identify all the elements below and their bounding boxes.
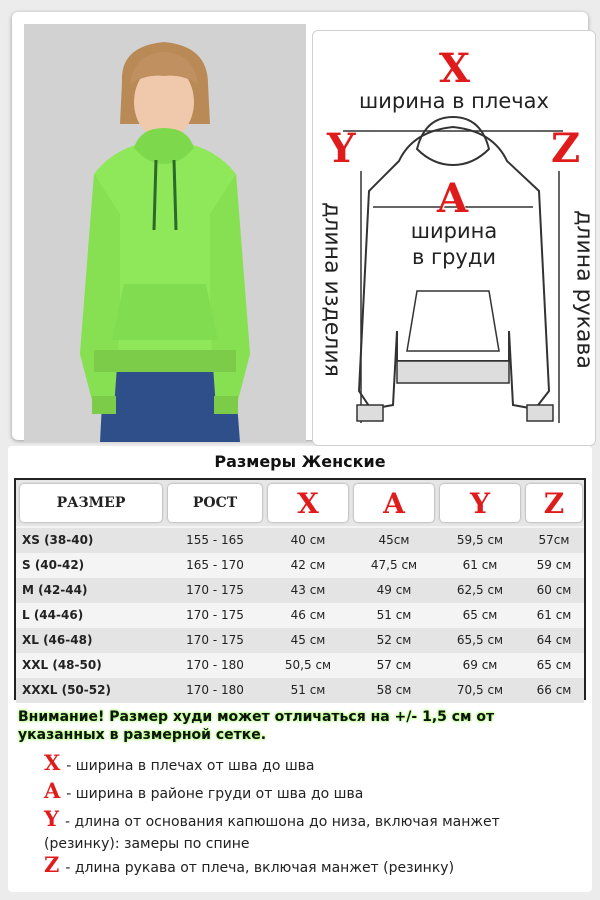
table-cell: 51 см: [376, 608, 412, 622]
product-image-card: [12, 12, 597, 440]
table-cell: 69 см: [462, 658, 498, 672]
table-cell: XS (38-40): [22, 533, 94, 547]
table-header: [16, 480, 584, 526]
table-row: [16, 628, 584, 653]
table-cell: 43 см: [290, 583, 326, 597]
legend-letter: Z: [44, 852, 60, 877]
a-marker: A: [437, 175, 469, 222]
table-cell: 61 см: [536, 608, 572, 622]
table-row: [16, 578, 584, 603]
table-cell: 62,5 см: [456, 583, 504, 597]
table-cell: 66 см: [536, 683, 572, 697]
size-chart-section: [8, 446, 592, 892]
shoulder-width-label: ширина в плечах: [359, 89, 549, 113]
z-marker: Z: [551, 125, 581, 172]
table-cell: 155 - 165: [186, 533, 244, 547]
table-cell: 170 - 175: [186, 633, 244, 647]
table-cell: 65 см: [462, 608, 498, 622]
table-cell: 170 - 180: [186, 683, 244, 697]
table-cell: 170 - 175: [186, 583, 244, 597]
table-cell: XXXL (50-52): [22, 683, 111, 697]
legend-letter: A: [44, 778, 61, 803]
legend-item-x: [44, 752, 564, 777]
table-cell: 40 см: [290, 533, 326, 547]
table-cell: 57 см: [376, 658, 412, 672]
table-cell: S (40-42): [22, 558, 85, 572]
chest-width-label-line1: ширина: [410, 219, 498, 243]
measurement-diagram: [312, 30, 596, 446]
legend-text: - ширина в плечах от шва до шва: [66, 758, 315, 774]
legend-letter: Y: [44, 806, 59, 831]
table-row: [16, 678, 584, 703]
table-cell: L (44-46): [22, 608, 84, 622]
table-cell: 59,5 см: [456, 533, 504, 547]
size-table: [14, 478, 586, 700]
table-cell: 49 см: [376, 583, 412, 597]
header-x: X: [268, 484, 348, 522]
model-hoodie-illustration: [24, 24, 306, 442]
header-a: A: [354, 484, 434, 522]
table-cell: 64 см: [536, 633, 572, 647]
y-marker: Y: [327, 125, 356, 172]
table-cell: M (42-44): [22, 583, 88, 597]
x-marker: X: [439, 45, 471, 92]
sleeve-length-label: длина рукава: [571, 210, 597, 369]
table-cell: 42 см: [290, 558, 326, 572]
table-cell: 65 см: [536, 658, 572, 672]
table-cell: 45см: [378, 533, 410, 547]
table-cell: 50,5 см: [284, 658, 332, 672]
table-cell: 58 см: [376, 683, 412, 697]
table-cell: 65,5 см: [456, 633, 504, 647]
table-cell: 61 см: [462, 558, 498, 572]
table-cell: 57см: [538, 533, 570, 547]
table-cell: 70,5 см: [456, 683, 504, 697]
table-row: [16, 603, 584, 628]
table-cell: 170 - 175: [186, 608, 244, 622]
header-height: РОСТ: [168, 484, 262, 522]
legend-item-a: [44, 780, 564, 805]
legend-item-z: [44, 854, 564, 879]
legend-text: - длина от основания капюшона до низа, включая манжет (резинку): замеры по спине: [44, 814, 500, 852]
table-cell: 165 - 170: [186, 558, 244, 572]
header-size: РАЗМЕР: [20, 484, 162, 522]
header-y: Y: [440, 484, 520, 522]
size-notice: Внимание! Размер худи может отличаться на +/- 1,5 см от указанных в размерной сетке.: [18, 709, 495, 743]
table-cell: XL (46-48): [22, 633, 93, 647]
table-row: [16, 553, 584, 578]
size-chart-title: Размеры Женские: [214, 452, 386, 471]
table-cell: XXL (48-50): [22, 658, 102, 672]
table-row: [16, 528, 584, 553]
table-cell: 51 см: [290, 683, 326, 697]
table-cell: 47,5 см: [370, 558, 418, 572]
table-cell: 45 см: [290, 633, 326, 647]
header-z: Z: [526, 484, 582, 522]
length-label: длина изделия: [319, 202, 345, 377]
table-cell: 170 - 180: [186, 658, 244, 672]
legend-item-y: [44, 808, 564, 855]
table-row: [16, 653, 584, 678]
legend-text: - длина рукава от плеча, включая манжет (резинку): [65, 860, 455, 876]
legend-letter: X: [44, 750, 61, 775]
model-photo: [24, 24, 306, 442]
table-cell: 46 см: [290, 608, 326, 622]
legend-text: - ширина в районе груди от шва до шва: [66, 786, 364, 802]
chest-width-label-line2: в груди: [411, 245, 496, 269]
table-cell: 52 см: [376, 633, 412, 647]
table-cell: 60 см: [536, 583, 572, 597]
table-cell: 59 см: [536, 558, 572, 572]
